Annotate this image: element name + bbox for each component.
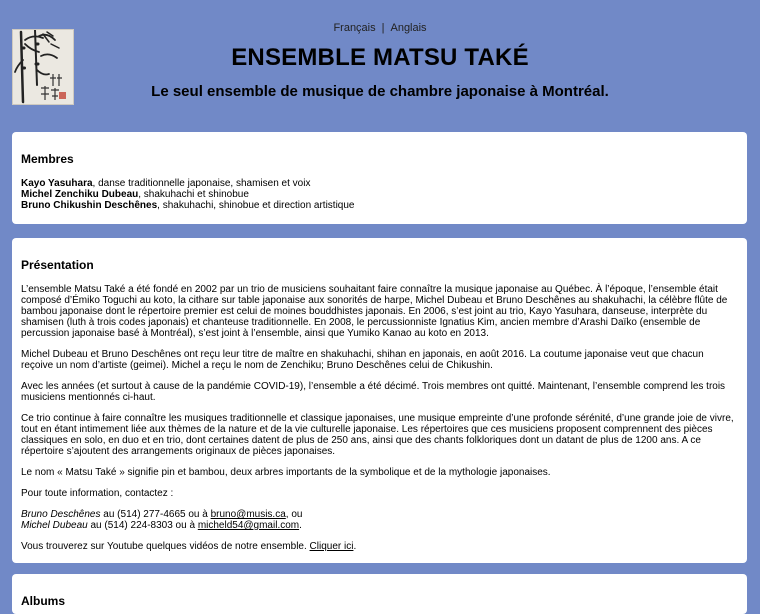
presentation-paragraph: Ce trio continue à faire connaître les musiques traditionnelle et classique japonaises, une musique empreinte d’une profonde sérénité, d’une grande joie de vivre, tout en étant intimement liée aux thèmes de la nature et de la vie culturelle japonaise. Les répertoires que ces musiciens proposent comprennent des pièces classiques en solo, en duo et en trio, dont certaines datent de plus de 250 ans, ainsi que des chants folkloriques dont un datant de plus de 1200 ans. A ce répertoire s’ajoutent des arrangements originaux de pièces japonaises. [21,413,734,457]
member-name: Bruno Chikushin Deschênes [21,200,158,211]
youtube-text: Vous trouverez sur Youtube quelques vidéos de notre ensemble. [21,541,310,552]
contact-block [21,509,738,531]
member-role: , danse traditionnelle japonaise, shamisen et voix [92,178,311,189]
language-switcher [0,22,760,34]
albums-heading: Albums [21,594,66,608]
members-heading: Membres [21,152,74,166]
youtube-link[interactable]: Cliquer ici [309,541,354,552]
contact-name: Bruno Deschênes [21,509,101,520]
presentation-paragraph: Michel Dubeau et Bruno Deschênes ont reçu leur titre de maître en shakuhachi, shihan en japonais, en août 2016. La coutume japonaise veut que chacun reçoive un nom d’artiste (geimei). Michel a reçu le nom de Zenchiku; Bruno Deschênes celui de Chikushin. [21,349,704,371]
lang-english-link[interactable]: Anglais [390,22,427,34]
member-role: , shakuhachi, shinobue et direction artistique [157,200,355,211]
member-row [21,189,738,200]
youtube-paragraph [21,541,738,552]
member-name: Kayo Yasuhara [21,178,93,189]
site-title: ENSEMBLE MATSU TAKÉ [231,44,529,71]
contact-name: Michel Dubeau [21,520,88,531]
contact-phone: au (514) 277-4665 ou à [100,509,211,520]
presentation-paragraph: Pour toute information, contactez : [21,488,174,499]
members-card [12,132,747,224]
member-name: Michel Zenchiku Dubeau [21,189,139,200]
site-subtitle: Le seul ensemble de musique de chambre japonaise à Montréal. [151,83,609,100]
presentation-card [12,238,747,563]
member-row [21,200,738,211]
contact-tail: . [299,520,302,531]
presentation-paragraph: L’ensemble Matsu Také a été fondé en 2002 par un trio de musiciens souhaitant faire connaître la musique japonaise au Québec. À l’époque, l’ensemble était composé d’Émiko Toguchi au koto, la cithare sur table japonaise aux sonorités de harpe, Michel Dubeau et Bruno Deschênes au shakuhachi, la célèbre flûte de bambou japonaise dont le répertoire premier est celui de moines bouddhistes japonais. En 2006, s’est joint au trio, Kayo Yasuhara, danseuse, interprète du shamisen (luth à trois codes japonais) et chanteuse traditionnelle. En 2008, le percussionniste Ignatius Kim, ancien membre d’Arashi Daïko (ensemble de percussion japonaise basé à Montréal), s’est joint à l’ensemble, ainsi que Yumiko Kanao au koto en 2013. [21,284,728,339]
youtube-tail: . [353,541,357,552]
albums-card [12,574,747,614]
contact-phone: au (514) 224-8303 ou à [87,520,198,531]
contact-email-link[interactable]: bruno@musis.ca [210,509,286,520]
presentation-paragraph: Avec les années (et surtout à cause de la pandémie COVID-19), l’ensemble a été décimé. Trois membres ont quitté. Maintenant, l’ensemble comprend les trois musiciens mentionnés ci-haut. [21,381,726,403]
contact-email-link[interactable]: micheld54@gmail.com [197,520,300,531]
presentation-heading: Présentation [21,258,94,272]
lang-separator: | [381,22,385,34]
presentation-paragraph: Le nom « Matsu Také » signifie pin et bambou, deux arbres importants de la symbolique et de la mythologie japonaises. [21,467,551,478]
member-role: , shakuhachi et shinobue [138,189,249,200]
contact-tail: , ou [285,509,303,520]
lang-french-link[interactable]: Français [333,22,376,34]
member-row [21,178,738,189]
